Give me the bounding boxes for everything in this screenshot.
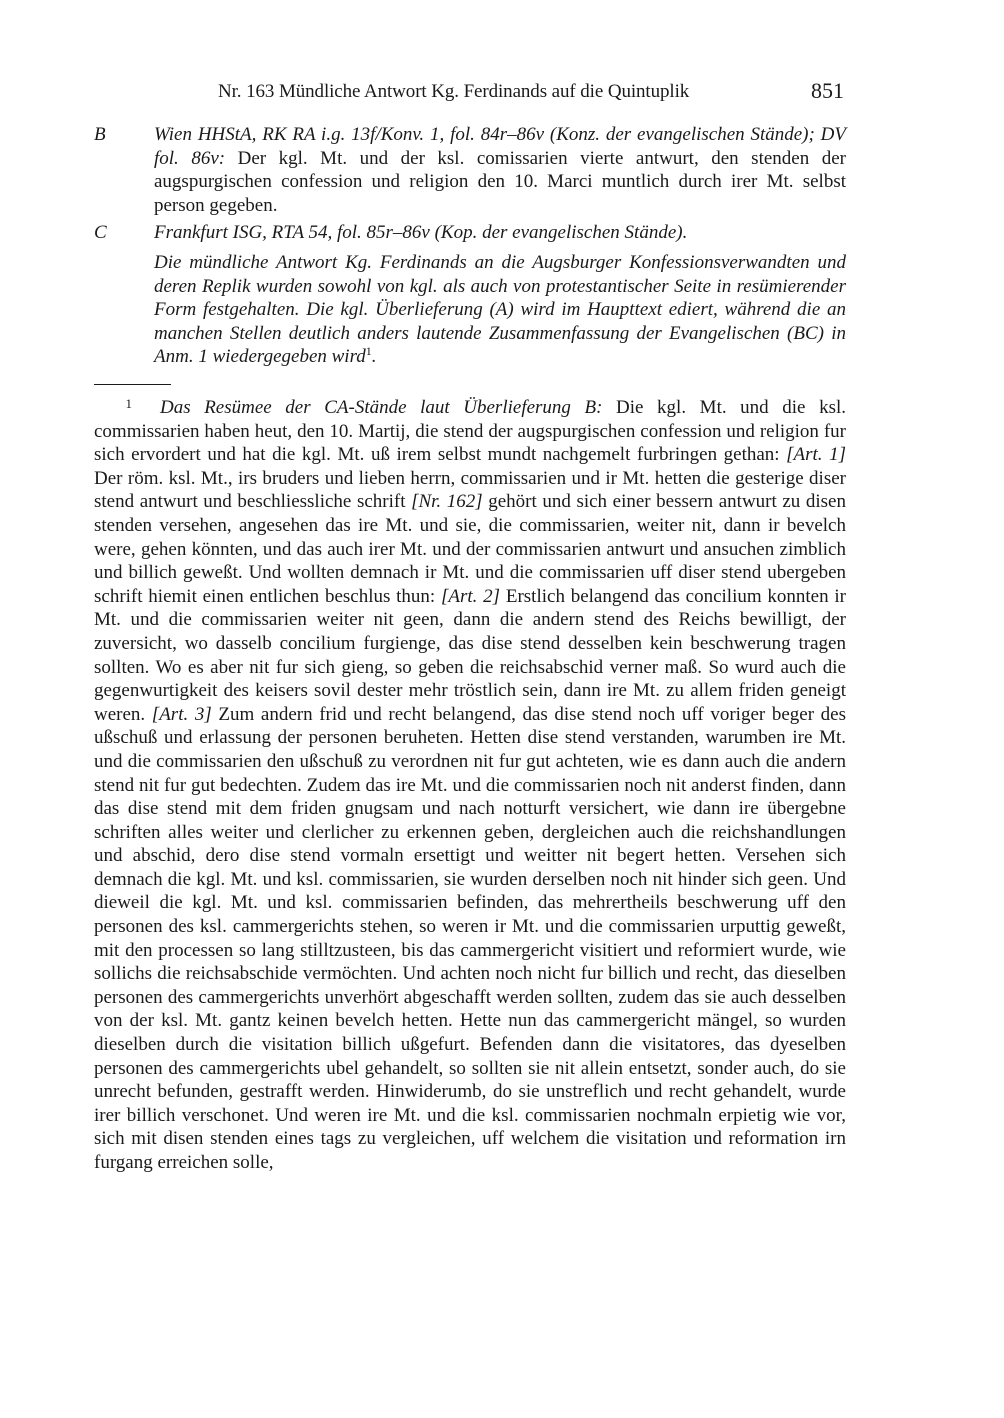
source-body (154, 221, 846, 245)
footnote-text: Der röm. ksl. Mt., irs bruders und lieben herrn, commissarien und ir Mt. hetten die gesterige diser stend antwurt und beschliessliche schrift (94, 467, 846, 513)
source-siglum: B (94, 124, 106, 145)
editorial-introduction (154, 251, 846, 369)
footnote-text: Zum andern frid und recht belangend, das dise stend noch uff voriger beger des ußschuß und erlassung der personen beruheten. Hetten dise stend verstanden, warumben ire Mt. und die commissarien den ußschuß zu verordnen nit fur gut achteten, wie es dann auch die andern stend nit fur gut bedechten. Zudem das ire Mt. und die commissarien noch nit anderst finden, dann das dise stend mit dem friden gnugsam und nach notturft versichert, wie dann ire übergebne schriften alles weiter und clerlicher zu erkennen geben, dergleichen auch die reichshandlungen und abschid, dero dise stend vormaln ersettigt und weitter nit begert hetten. Versehen sich demnach die kgl. Mt. und ksl. commissarien, sie wurden derselben noch nit hinder sich geen. Und dieweil die kgl. Mt. und ksl. commissarien befinden, das mehrertheils beschwerung uff den personen des ksl. cammergerichts stehen, so weren ir Mt. und die commissarien urputtig geweßt, mit den processen so lang stilltzusteen, bis das cammergericht visitiert und reformiert wurde, wie sollichs die reichsabschide vermöchten. Und achten noch nicht fur billich und recht, das dieselben personen des cammergerichts unverhört abgeschafft werden sollten, zudem das sie auch desselben von der ksl. Mt. gantz keinen bevelch hetten. Hette nun das cammergericht mängel, so wurden dieselben durch die visitation billich ußgefurt. Befenden dann die visitatores, das dyeselben personen des cammergerichts ubel gehandelt, so sollten sie nit allein entsetzt, sonder auch, do sie unrecht befunden, gestrafft werden. Hinwiderumb, do sie unstreflich und recht gehandelt, wurde irer billich verschonet. Und weren ire Mt. und die ksl. commissarien nochmaln erpietig wie vor, sich mit disen stenden eines tags zu vergleichen, uff welchem die visitation und reformation irn furgang erreichen solle, (94, 703, 846, 1173)
source-entry-b (94, 123, 846, 217)
footnote-lead: Das Resümee der CA-Stände laut Überlieferung B: (160, 397, 603, 418)
article-marker: [Art. 1] (786, 444, 846, 466)
intro-end: . (371, 346, 377, 367)
document-reference: [Nr. 162] (411, 491, 483, 513)
footnote-text: Erstlich belangend das concilium konnten ir Mt. und die commissarien weiter nit geen, dann die andern stend des Reichs bewilligt, der zuversicht, wo dasselb concilium furgienge, das dise stend desselben kein beschwerung tragen sollten. Wo es aber nit fur sich gieng, so geben die reichsabschid verner maß. So wurd auch die gegenwurtigkeit des keisers sovil dester mehr tröstlich sein, dann ire Mt. zu allem friden geneigt weren. (94, 585, 846, 725)
source-siglum: C (94, 222, 107, 243)
running-title: Nr. 163 Mündliche Antwort Kg. Ferdinands auf die Quintuplik (218, 81, 690, 102)
running-header (94, 80, 846, 106)
footnote-reference[interactable]: 1 (365, 344, 372, 358)
footnote-number (94, 392, 160, 420)
source-entry-c (94, 221, 846, 245)
intro-text: Die mündliche Antwort Kg. Ferdinands an die Augsburger Konfessionsverwandten und deren Replik wurden sowohl von kgl. als auch von protestantischer Seite in resümierender Form festgehalten. Die kgl. Überlieferung (A) wird im Haupttext ediert, während die an manchen Stellen deutlich anders lautende Zusammenfassung der Evangelischen (BC) in Anm. 1 wiedergegeben wird (154, 252, 846, 367)
source-citation: Wien HHStA, RK RA i.g. 13f/Konv. 1, fol. 84r–86v (Konz. der evangelischen Stände); DV fol. 86v: (154, 124, 846, 169)
page-number: 851 (811, 78, 844, 103)
source-body (154, 123, 846, 217)
footnote-number-text: 1 (125, 396, 132, 411)
footnote-separator (94, 384, 171, 385)
footnote-text: gehört und sich einer bessern antwurt zu disen stenden versehen, angesehen das ire Mt. und sie, die commissarien, weiter nit, dann ir bevelch were, gehen könnten, und das auch irer Mt. und der commissarien antwurt und ansuchen zimblich und billich geweßt. Und wollten demnach ir Mt. und die commissarien uff diser stend ubergeben schrift hiemit einen entlichen beschlus thun: (94, 491, 846, 607)
article-marker: [Art. 3] (151, 703, 212, 725)
source-citation: Frankfurt ISG, RTA 54, fol. 85r–86v (Kop. der evangelischen Stände). (154, 222, 688, 243)
source-text: Der kgl. Mt. und der ksl. comissarien vierte antwurt, den stenden der augspurgischen confession und religion den 10. Marci muntlich durch irer Mt. selbst person gegeben. (154, 147, 846, 216)
footnote-text: Die kgl. Mt. und die ksl. commissarien haben heut, den 10. Martij, die stend der augspurgischen confession und religion fur sich ervordert und hat die kgl. Mt. uß irem selbst mundt nachgemelt furbringen gethan: (94, 397, 846, 466)
article-marker: [Art. 2] (440, 585, 501, 607)
footnote-1 (94, 392, 846, 1175)
